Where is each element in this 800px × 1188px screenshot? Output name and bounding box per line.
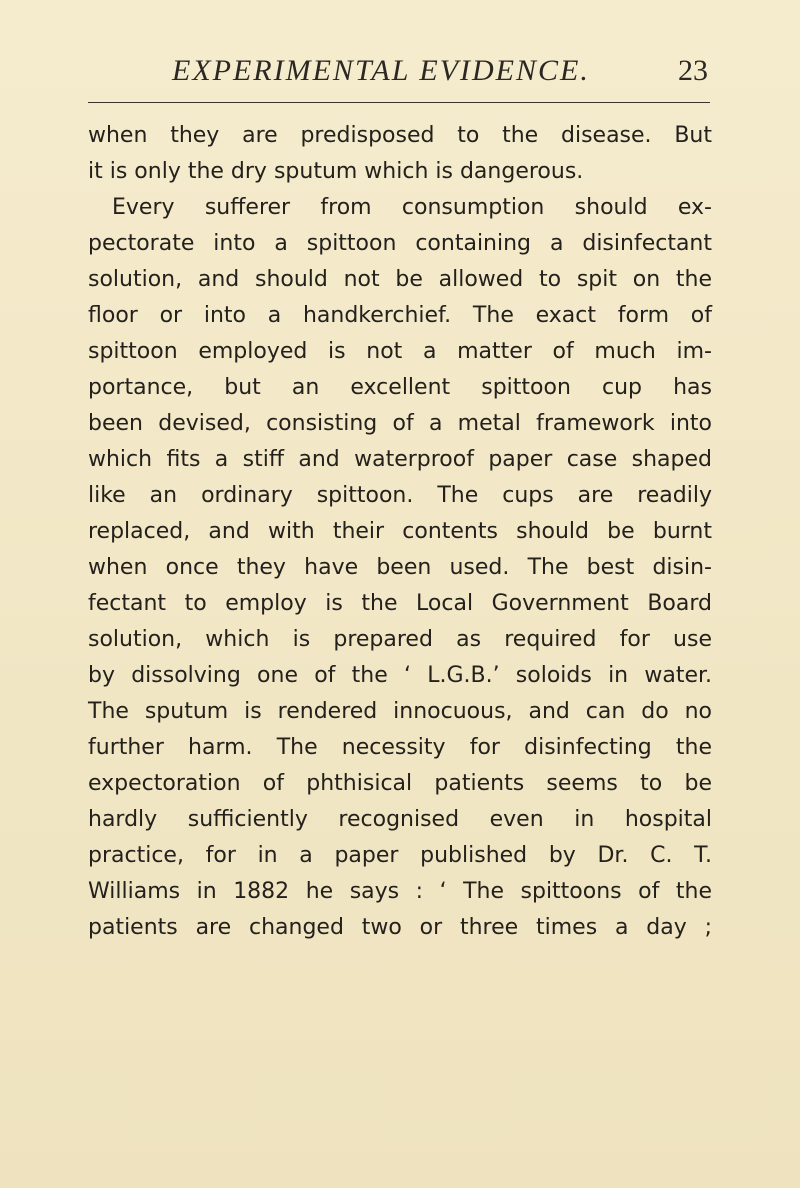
text-line: fectant to employ is the Local Government Board <box>88 591 712 616</box>
text-line: hardly sufficiently recognised even in hospital <box>88 807 712 832</box>
text-line: by dissolving one of the ‘ L.G.B.’ soloids in water. <box>88 663 712 688</box>
text-line: like an ordinary spittoon. The cups are readily <box>88 483 712 508</box>
text-line: portance, but an excellent spittoon cup has <box>88 375 712 400</box>
text-line: patients are changed two or three times a day ; <box>88 915 712 940</box>
header-rule <box>88 102 710 103</box>
text-line: pectorate into a spittoon containing a disinfectant <box>88 231 712 256</box>
text-line: solution, which is prepared as required for use <box>88 627 712 652</box>
text-line: further harm. The necessity for disinfecting the <box>88 735 712 760</box>
text-line: The sputum is rendered innocuous, and can do no <box>88 699 712 724</box>
page-number: 23 <box>678 54 708 87</box>
text-line: practice, for in a paper published by Dr. C. T. <box>88 843 712 868</box>
text-line: been devised, consisting of a metal framework into <box>88 411 712 436</box>
text-line: floor or into a handkerchief. The exact form of <box>88 303 712 328</box>
text-line: which fits a stiff and waterproof paper case shaped <box>88 447 712 472</box>
text-line: when once they have been used. The best disin- <box>88 555 712 580</box>
text-line: solution, and should not be allowed to spit on the <box>88 267 712 292</box>
text-line: Williams in 1882 he says : ‘ The spittoons of the <box>88 879 712 904</box>
text-line: Every sufferer from consumption should ex- <box>112 195 712 220</box>
text-line: when they are predisposed to the disease. But <box>88 123 712 148</box>
text-line: expectoration of phthisical patients seems to be <box>88 771 712 796</box>
text-line: it is only the dry sputum which is dangerous. <box>88 159 584 184</box>
text-line: replaced, and with their contents should be burnt <box>88 519 712 544</box>
text-line: spittoon employed is not a matter of much im- <box>88 339 712 364</box>
running-head-title: EXPERIMENTAL EVIDENCE. <box>172 54 590 87</box>
running-head <box>88 54 712 94</box>
body-paragraphs <box>88 118 712 946</box>
